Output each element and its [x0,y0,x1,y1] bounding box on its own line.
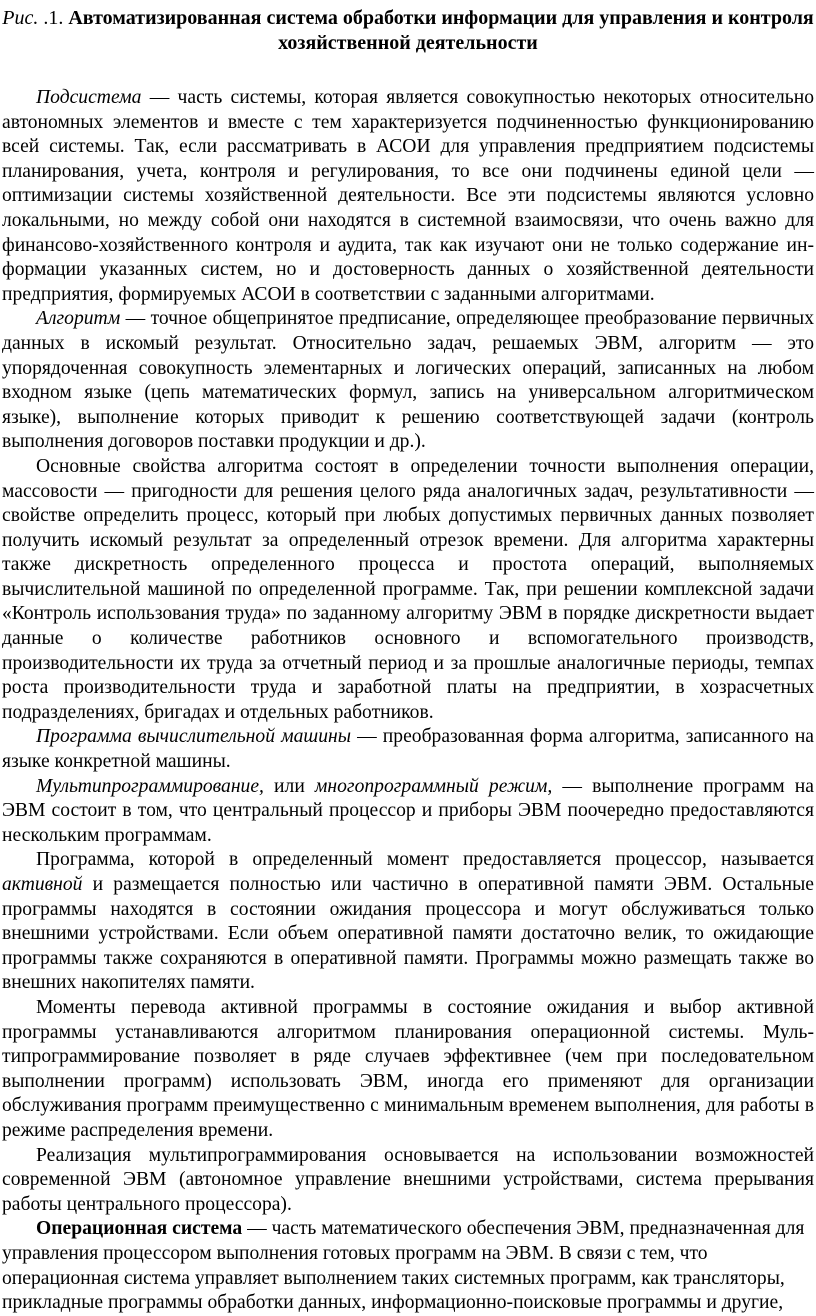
paragraph-multiprogramming [2,775,814,849]
paragraph-algorithm-properties [2,455,814,726]
paragraph-text: — точное общепринятое предписание, определяющее преобразование первичных данных в искомый результат. Относительно задач, решаемых ЭВМ, алгоритм — это упорядоченная совокупность элементарных и логических операций, записанных на любом входном языке (цепь математических формул, запись на универсальном алгоритмическом языке), выполнение которых приводит к решению соответствующей задачи (контроль выполнения договоров поставки продукции и др.). [2,308,814,453]
paragraph-scheduling [2,996,814,1144]
term-multiprogramming: Мультипрограммирование, [36,775,264,797]
paragraph-computer-program [2,725,814,774]
paragraph-text-pre: Программа, которой в определенный момент предоставляется процессор, называется [36,849,814,871]
term-multiprogram-mode: многопрограммный режим, [314,775,553,797]
term-operating-system: Операционная система [36,1218,243,1240]
paragraph-text: — часть системы, которая является совокупностью некоторых относительно автономных элементов и вместе с тем характеризуется подчиненностью функционированию всей системы. Так, если рассматривать в АСОИ для управления предприятием подсистемы планирования, учета, контроля и регулирования, то все они подчинены единой цели — оптимизации системы хозяйственной деятельности. Все эти подсистемы являются условно локальными, но между собой они находятся в системной взаимосвязи, что очень важно для финансово-хозяйственного контроля и аудита, так как изучают они не только содержание информации указанных систем, но и достоверность данных о хозяйственной деятельности предприятия, формируемых АСОИ в соответствии с заданными алгоритмами. [2,87,814,305]
paragraph-text: — выполнение программ на ЭВМ состоит в том, что центральный процессор и приборы ЭВМ поочередно предоставляются нескольким программам. [2,775,814,846]
term-subsystem: Подсистема [36,87,142,108]
paragraph-text: Реализация мультипрограммирования основывается на использовании возможностей современной ЭВМ (автономное управление внешними устройствами, система прерывания работы центрального процессора). [2,1144,814,1215]
term-computer-program: Программа вычислительной машины [36,726,351,748]
figure-title: Автоматизированная система обработки информации для управления и контроля хозяйственной деятельности [68,7,814,54]
paragraph-text: Моменты перевода активной программы в состояние ожидания и выбор активной программы устанавливаются алгоритмом планирования операционной системы. Мультипрограммирование позволяет в ряде случаев эффективнее (чем при последовательном выполнении программ) использовать ЭВМ, иногда его применяют для организации обслуживания программ преимущественно с минимальным временем выполнения, для работы в режиме распределения времени. [2,996,814,1141]
figure-label: Рис. [2,7,39,29]
figure-number: .1. [38,7,69,29]
paragraph-algorithm [2,307,814,455]
paragraph-text: — преобразованная форма алгоритма, записанного на языке конкретной машины. [2,726,814,773]
paragraph-subsystem [2,86,814,307]
paragraph-text: Основные свойства алгоритма состоят в определении точности выполнения операции, массовости — пригодности для решения целого ряда аналогичных задач, результативности — свойстве определить процесс, который при любых допустимых первичных данных позволяет получить искомый результат за определенный отрезок времени. Для алгоритма характерны также дискретность определенного процесса и простота операций, выполняемых вычислительной машиной по определенной программе. Так, при решении комплексной задачи «Контроль использования труда» по заданному алгоритму ЭВМ в порядке дискретности выдает данные о количестве работников основного и вспомогательного производств, производительности их труда за отчетный период и за прошлые аналогичные периоды, темпах роста производительности труда и заработной платы на предприятии, в хозрасчетных подразделениях, бригадах и отдельных работников. [2,455,814,723]
paragraph-connector: или [263,775,315,797]
term-algorithm: Алгоритм [36,308,121,330]
paragraph-active-program [2,848,814,996]
paragraph-text: и размещается полностью или частично в оперативной памяти ЭВМ. Остальные программы находятся в состоянии ожидания процессора и могут обслуживаться только внешними устройствами. Если объем оперативной памяти достаточно велик, то ожидающие программы также сохраняются в оперативной памяти. Программы можно размещать также во внешних накопителях памяти. [2,874,814,994]
paragraph-text: — часть математического обеспечения ЭВМ, предназначенная для управления процессором выполнения готовых программ на ЭВМ. В связи с тем, что операционная система управляет выполнением таких системных программ, как трансляторы, прикладные программы обработки данных, информационно-поисковые программы и другие, [2,1218,805,1314]
figure-caption [2,6,814,56]
term-active: активной [2,874,83,895]
paragraph-operating-system [2,1217,814,1315]
paragraph-implementation [2,1144,814,1218]
